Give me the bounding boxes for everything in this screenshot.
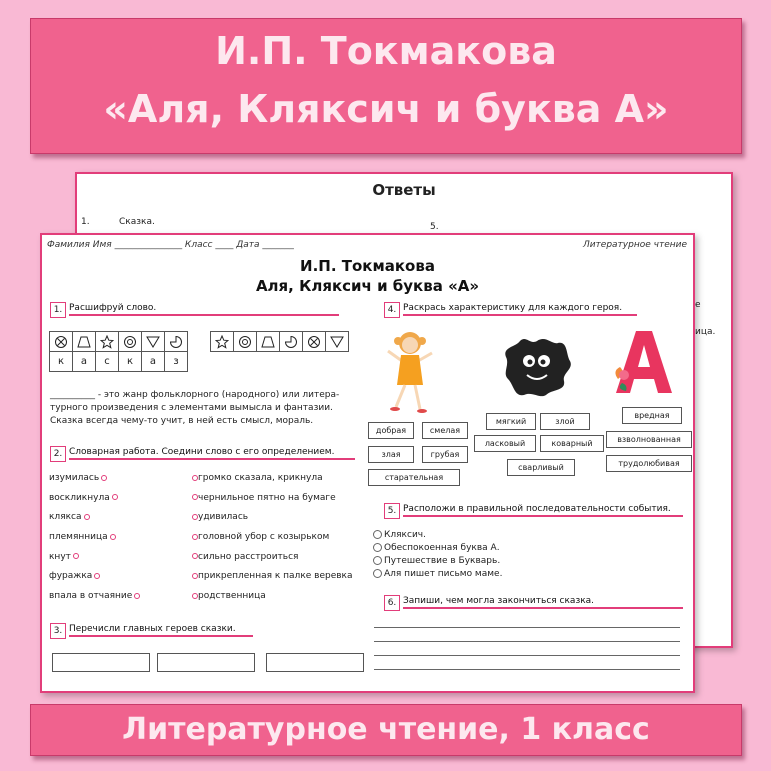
subject-grade-banner: Литературное чтение, 1 класс (30, 704, 742, 756)
event-item[interactable]: Путешествие в Букварь. (373, 556, 500, 566)
trait-box[interactable]: старательная (368, 469, 460, 486)
circle-dot-icon (234, 332, 257, 352)
writing-line[interactable] (374, 669, 680, 670)
match-dot[interactable] (94, 573, 100, 579)
trait-box[interactable]: злая (368, 446, 414, 463)
worksheet (40, 233, 695, 693)
radio-icon (373, 543, 382, 552)
cipher-symbols-row (50, 332, 188, 352)
cipher-grid (49, 331, 188, 372)
cipher-letters-row (50, 352, 188, 372)
radio-icon (373, 530, 382, 539)
worksheet-title-story: Аля, Кляксич и буква «А» (255, 277, 480, 295)
definition-line-1: __________ - это жанр фольклорного (народного) или литера- (50, 390, 340, 400)
cipher-letter: з (165, 352, 188, 372)
girl-illustration (382, 327, 438, 417)
banner-title-story: «Аля, Кляксич и буква А» (103, 87, 669, 131)
cipher-letter: к (50, 352, 73, 372)
title-banner (30, 18, 742, 154)
radio-icon (373, 556, 382, 565)
subject-header: Литературное чтение (582, 240, 687, 250)
event-item[interactable]: Обеспокоенная буква А. (373, 543, 500, 553)
vocab-definition: головной убор с козырьком (190, 532, 370, 552)
star-icon (96, 332, 119, 352)
banner-title-author: И.П. Токмакова (215, 29, 557, 73)
writing-line[interactable] (374, 641, 680, 642)
star-icon (211, 332, 234, 352)
trait-box[interactable]: злой (540, 413, 590, 430)
vocabulary-words (49, 473, 189, 611)
definition-line-2: турного произведения с элементами вымысла и фантазии. (50, 403, 333, 413)
cipher-letter: а (142, 352, 165, 372)
vocab-definition: чернильное пятно на бумаге (190, 493, 370, 513)
answer-edge-text-2: ица. (695, 327, 716, 337)
vocab-definition: сильно расстроиться (190, 552, 370, 572)
trait-box[interactable]: вредная (622, 407, 682, 424)
vocab-word: воскликнула (49, 493, 189, 513)
pie-icon (165, 332, 188, 352)
writing-line[interactable] (374, 655, 680, 656)
vocab-word: изумилась (49, 473, 189, 493)
cipher-key-row (211, 332, 349, 352)
cipher-letter: а (73, 352, 96, 372)
trait-box[interactable]: коварный (540, 435, 604, 452)
trait-box[interactable]: взволнованная (606, 431, 692, 448)
vocab-definition: прикрепленная к палке веревка (190, 571, 370, 591)
cipher-answer-grid (210, 331, 349, 352)
vocab-definition: удивилась (190, 512, 370, 532)
vocab-word: фуражка (49, 571, 189, 591)
vocab-word: клякса (49, 512, 189, 532)
definition-line-3: Сказка всегда чему-то учит, в ней есть смысл, мораль. (50, 416, 314, 426)
vocab-word: впала в отчаяние (49, 591, 189, 611)
trapezoid-icon (257, 332, 280, 352)
vocab-definition: громко сказала, крикнула (190, 473, 370, 493)
q5-prompt: Расположи в правильной последовательности события. (403, 504, 683, 517)
hero-answer-box-3[interactable] (266, 653, 364, 672)
letter-a-illustration (610, 327, 678, 397)
match-dot[interactable] (134, 593, 140, 599)
blot-character-illustration (500, 333, 574, 399)
radio-icon (373, 569, 382, 578)
circle-x-icon (303, 332, 326, 352)
event-item[interactable]: Аля пишет письмо маме. (373, 569, 502, 579)
trait-box[interactable]: смелая (422, 422, 468, 439)
answer-1-num: 1. (81, 217, 90, 227)
trait-box[interactable]: сварливый (507, 459, 575, 476)
q4-prompt: Раскрась характеристику для каждого героя. (403, 303, 637, 316)
q1-number: 1. (50, 302, 66, 318)
worksheet-title-author: И.П. Токмакова (300, 257, 435, 275)
hero-answer-box-1[interactable] (52, 653, 150, 672)
match-dot[interactable] (110, 534, 116, 540)
answer-5-num: 5. (430, 222, 439, 232)
q3-number: 3. (50, 623, 66, 639)
q5-number: 5. (384, 503, 400, 519)
trapezoid-icon (73, 332, 96, 352)
hero-answer-box-2[interactable] (157, 653, 255, 672)
q2-number: 2. (50, 446, 66, 462)
circle-dot-icon (119, 332, 142, 352)
student-info-header: Фамилия Имя _______________ Класс ____ Дата _______ (47, 240, 294, 250)
trait-box[interactable]: мягкий (486, 413, 536, 430)
match-dot[interactable] (112, 494, 118, 500)
trait-box[interactable]: грубая (422, 446, 468, 463)
trait-box[interactable]: добрая (368, 422, 414, 439)
vocab-definition: родственница (190, 591, 370, 611)
answers-title: Ответы (372, 181, 436, 199)
q4-number: 4. (384, 302, 400, 318)
q3-prompt: Перечисли главных героев сказки. (69, 624, 253, 637)
q6-prompt: Запиши, чем могла закончиться сказка. (403, 596, 683, 609)
cipher-letter: к (119, 352, 142, 372)
match-dot[interactable] (84, 514, 90, 520)
trait-box[interactable]: ласковый (474, 435, 536, 452)
answer-1-text: Сказка. (119, 217, 155, 227)
writing-line[interactable] (374, 627, 680, 628)
match-dot[interactable] (73, 553, 79, 559)
match-dot[interactable] (101, 475, 107, 481)
trait-box[interactable]: трудолюбивая (606, 455, 692, 472)
q2-prompt: Словарная работа. Соедини слово с его определением. (69, 447, 355, 460)
vocabulary-definitions (190, 473, 370, 611)
q6-number: 6. (384, 595, 400, 611)
event-item[interactable]: Кляксич. (373, 530, 426, 540)
cipher-letter: с (96, 352, 119, 372)
triangle-down-icon (326, 332, 349, 352)
vocab-word: кнут (49, 552, 189, 572)
circle-x-icon (50, 332, 73, 352)
pie-icon (280, 332, 303, 352)
answer-edge-text-1: е (695, 300, 701, 310)
q1-prompt: Расшифруй слово. (69, 303, 339, 316)
vocab-word: племянница (49, 532, 189, 552)
triangle-down-icon (142, 332, 165, 352)
